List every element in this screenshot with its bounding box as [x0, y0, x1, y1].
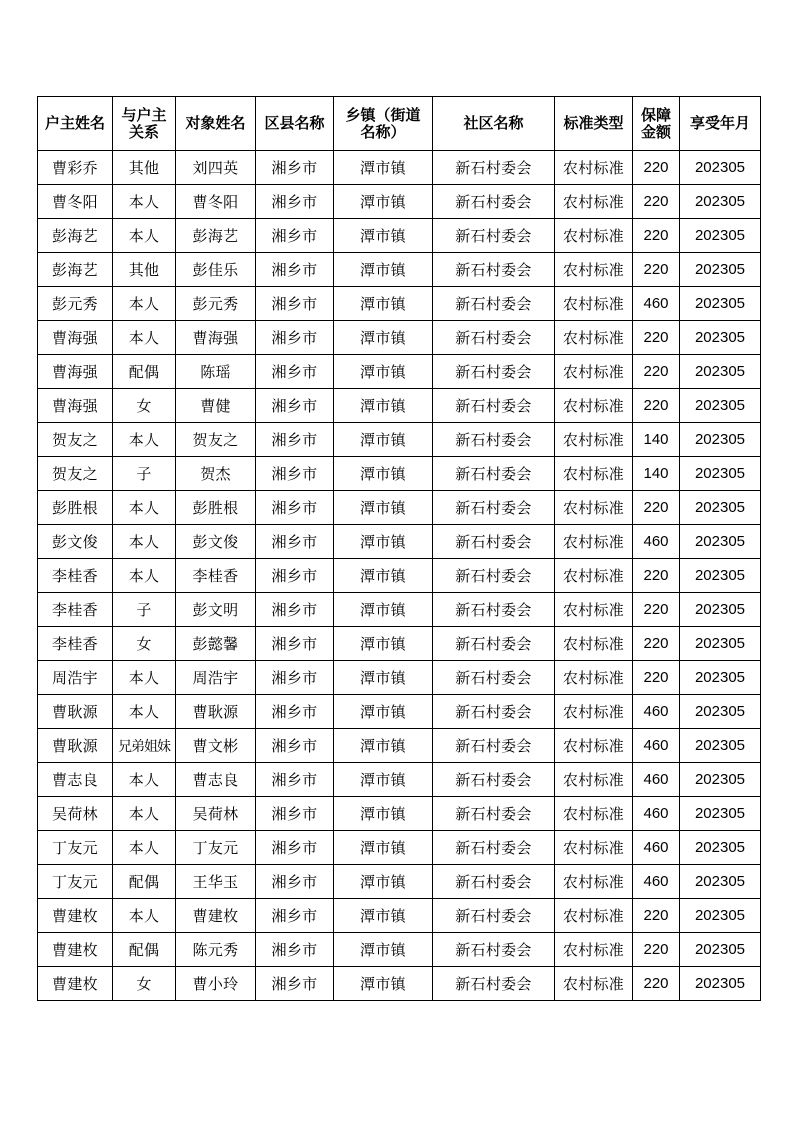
cell-recipient-name: 曹海强 — [176, 321, 256, 355]
cell-community-name: 新石村委会 — [433, 695, 555, 729]
cell-subsidy-amount: 220 — [633, 355, 680, 389]
cell-standard-type: 农村标准 — [555, 967, 633, 1001]
table-body — [38, 151, 761, 1001]
table-row — [38, 355, 761, 389]
cell-standard-type: 农村标准 — [555, 933, 633, 967]
cell-subsidy-amount: 220 — [633, 185, 680, 219]
cell-county-name: 湘乡市 — [256, 151, 334, 185]
cell-benefit-month: 202305 — [680, 151, 761, 185]
cell-benefit-month: 202305 — [680, 219, 761, 253]
header-county-name — [256, 97, 334, 151]
cell-township-name: 潭市镇 — [334, 661, 433, 695]
cell-county-name: 湘乡市 — [256, 763, 334, 797]
table-row — [38, 729, 761, 763]
cell-benefit-month: 202305 — [680, 899, 761, 933]
cell-relationship: 本人 — [113, 185, 176, 219]
cell-relationship: 本人 — [113, 423, 176, 457]
cell-benefit-month: 202305 — [680, 967, 761, 1001]
cell-community-name: 新石村委会 — [433, 763, 555, 797]
table-row — [38, 491, 761, 525]
cell-benefit-month: 202305 — [680, 491, 761, 525]
cell-county-name: 湘乡市 — [256, 627, 334, 661]
cell-subsidy-amount: 220 — [633, 933, 680, 967]
cell-relationship: 配偶 — [113, 355, 176, 389]
cell-standard-type: 农村标准 — [555, 355, 633, 389]
cell-benefit-month: 202305 — [680, 593, 761, 627]
cell-community-name: 新石村委会 — [433, 661, 555, 695]
cell-household-head-name: 丁友元 — [38, 831, 113, 865]
cell-county-name: 湘乡市 — [256, 423, 334, 457]
cell-township-name: 潭市镇 — [334, 797, 433, 831]
cell-community-name: 新石村委会 — [433, 559, 555, 593]
cell-township-name: 潭市镇 — [334, 899, 433, 933]
cell-subsidy-amount: 220 — [633, 593, 680, 627]
cell-community-name: 新石村委会 — [433, 491, 555, 525]
table-row — [38, 389, 761, 423]
cell-recipient-name: 李桂香 — [176, 559, 256, 593]
cell-relationship: 配偶 — [113, 865, 176, 899]
header-label-line: 关系 — [128, 122, 159, 141]
cell-standard-type: 农村标准 — [555, 831, 633, 865]
cell-recipient-name: 彭文俊 — [176, 525, 256, 559]
cell-community-name: 新石村委会 — [433, 151, 555, 185]
cell-subsidy-amount: 220 — [633, 491, 680, 525]
cell-standard-type: 农村标准 — [555, 525, 633, 559]
cell-county-name: 湘乡市 — [256, 661, 334, 695]
cell-relationship: 本人 — [113, 321, 176, 355]
cell-community-name: 新石村委会 — [433, 287, 555, 321]
table-row — [38, 627, 761, 661]
cell-household-head-name: 曹耿源 — [38, 695, 113, 729]
cell-relationship: 本人 — [113, 797, 176, 831]
cell-county-name: 湘乡市 — [256, 389, 334, 423]
cell-household-head-name: 彭海艺 — [38, 219, 113, 253]
table-row — [38, 185, 761, 219]
cell-county-name: 湘乡市 — [256, 491, 334, 525]
cell-township-name: 潭市镇 — [334, 695, 433, 729]
cell-benefit-month: 202305 — [680, 185, 761, 219]
header-township-name — [334, 97, 433, 151]
cell-township-name: 潭市镇 — [334, 253, 433, 287]
header-label-line: 与户主 — [121, 105, 167, 124]
cell-recipient-name: 陈瑶 — [176, 355, 256, 389]
cell-subsidy-amount: 460 — [633, 797, 680, 831]
cell-standard-type: 农村标准 — [555, 899, 633, 933]
cell-county-name: 湘乡市 — [256, 287, 334, 321]
cell-county-name: 湘乡市 — [256, 967, 334, 1001]
cell-county-name: 湘乡市 — [256, 865, 334, 899]
cell-community-name: 新石村委会 — [433, 593, 555, 627]
cell-subsidy-amount: 460 — [633, 831, 680, 865]
table-row — [38, 797, 761, 831]
table-header-row — [38, 97, 761, 151]
table-row — [38, 525, 761, 559]
cell-township-name: 潭市镇 — [334, 865, 433, 899]
table-row — [38, 559, 761, 593]
cell-community-name: 新石村委会 — [433, 797, 555, 831]
table-row — [38, 151, 761, 185]
table-row — [38, 321, 761, 355]
cell-benefit-month: 202305 — [680, 627, 761, 661]
cell-county-name: 湘乡市 — [256, 525, 334, 559]
cell-county-name: 湘乡市 — [256, 933, 334, 967]
cell-recipient-name: 彭胜根 — [176, 491, 256, 525]
cell-benefit-month: 202305 — [680, 559, 761, 593]
cell-township-name: 潭市镇 — [334, 321, 433, 355]
table-row — [38, 423, 761, 457]
cell-township-name: 潭市镇 — [334, 627, 433, 661]
cell-community-name: 新石村委会 — [433, 899, 555, 933]
cell-community-name: 新石村委会 — [433, 525, 555, 559]
cell-community-name: 新石村委会 — [433, 253, 555, 287]
cell-recipient-name: 吴荷林 — [176, 797, 256, 831]
cell-subsidy-amount: 460 — [633, 695, 680, 729]
cell-relationship: 本人 — [113, 491, 176, 525]
cell-household-head-name: 曹海强 — [38, 355, 113, 389]
cell-benefit-month: 202305 — [680, 287, 761, 321]
cell-household-head-name: 曹建枚 — [38, 899, 113, 933]
cell-county-name: 湘乡市 — [256, 185, 334, 219]
cell-benefit-month: 202305 — [680, 389, 761, 423]
header-recipient-name — [176, 97, 256, 151]
cell-relationship: 本人 — [113, 287, 176, 321]
cell-household-head-name: 曹耿源 — [38, 729, 113, 763]
cell-recipient-name: 王华玉 — [176, 865, 256, 899]
cell-benefit-month: 202305 — [680, 457, 761, 491]
cell-standard-type: 农村标准 — [555, 287, 633, 321]
cell-benefit-month: 202305 — [680, 865, 761, 899]
cell-recipient-name: 贺杰 — [176, 457, 256, 491]
header-relationship — [113, 97, 176, 151]
cell-benefit-month: 202305 — [680, 763, 761, 797]
cell-standard-type: 农村标准 — [555, 627, 633, 661]
cell-community-name: 新石村委会 — [433, 831, 555, 865]
cell-household-head-name: 彭胜根 — [38, 491, 113, 525]
cell-county-name: 湘乡市 — [256, 559, 334, 593]
cell-household-head-name: 吴荷林 — [38, 797, 113, 831]
cell-recipient-name: 曹健 — [176, 389, 256, 423]
cell-recipient-name: 周浩宇 — [176, 661, 256, 695]
cell-recipient-name: 彭佳乐 — [176, 253, 256, 287]
cell-county-name: 湘乡市 — [256, 729, 334, 763]
cell-benefit-month: 202305 — [680, 695, 761, 729]
cell-household-head-name: 贺友之 — [38, 423, 113, 457]
cell-household-head-name: 曹建枚 — [38, 933, 113, 967]
table-row — [38, 763, 761, 797]
cell-community-name: 新石村委会 — [433, 185, 555, 219]
cell-relationship: 本人 — [113, 559, 176, 593]
table-row — [38, 253, 761, 287]
cell-household-head-name: 李桂香 — [38, 593, 113, 627]
cell-community-name: 新石村委会 — [433, 729, 555, 763]
cell-benefit-month: 202305 — [680, 831, 761, 865]
cell-relationship: 女 — [113, 627, 176, 661]
cell-standard-type: 农村标准 — [555, 593, 633, 627]
cell-subsidy-amount: 460 — [633, 525, 680, 559]
table-row — [38, 287, 761, 321]
header-label-line: 对象姓名 — [185, 114, 246, 132]
cell-township-name: 潭市镇 — [334, 559, 433, 593]
cell-county-name: 湘乡市 — [256, 593, 334, 627]
cell-recipient-name: 曹建枚 — [176, 899, 256, 933]
cell-county-name: 湘乡市 — [256, 457, 334, 491]
cell-benefit-month: 202305 — [680, 661, 761, 695]
cell-household-head-name: 彭元秀 — [38, 287, 113, 321]
cell-standard-type: 农村标准 — [555, 219, 633, 253]
header-label-line: 社区名称 — [463, 114, 524, 132]
cell-community-name: 新石村委会 — [433, 627, 555, 661]
cell-standard-type: 农村标准 — [555, 491, 633, 525]
cell-township-name: 潭市镇 — [334, 729, 433, 763]
cell-subsidy-amount: 220 — [633, 627, 680, 661]
cell-standard-type: 农村标准 — [555, 763, 633, 797]
cell-relationship: 其他 — [113, 253, 176, 287]
table-row — [38, 865, 761, 899]
cell-recipient-name: 曹文彬 — [176, 729, 256, 763]
cell-standard-type: 农村标准 — [555, 729, 633, 763]
cell-relationship: 本人 — [113, 899, 176, 933]
cell-relationship: 女 — [113, 389, 176, 423]
cell-relationship: 其他 — [113, 151, 176, 185]
cell-household-head-name: 彭海艺 — [38, 253, 113, 287]
cell-community-name: 新石村委会 — [433, 865, 555, 899]
cell-standard-type: 农村标准 — [555, 423, 633, 457]
cell-county-name: 湘乡市 — [256, 355, 334, 389]
header-label-line: 区县名称 — [264, 114, 325, 132]
cell-relationship: 子 — [113, 457, 176, 491]
cell-recipient-name: 彭海艺 — [176, 219, 256, 253]
cell-subsidy-amount: 220 — [633, 661, 680, 695]
cell-township-name: 潭市镇 — [334, 457, 433, 491]
cell-recipient-name: 曹耿源 — [176, 695, 256, 729]
header-standard-type — [555, 97, 633, 151]
cell-benefit-month: 202305 — [680, 729, 761, 763]
table-row — [38, 219, 761, 253]
table-row — [38, 593, 761, 627]
header-subsidy-amount — [633, 97, 680, 151]
cell-household-head-name: 曹海强 — [38, 321, 113, 355]
cell-benefit-month: 202305 — [680, 355, 761, 389]
cell-household-head-name: 贺友之 — [38, 457, 113, 491]
cell-recipient-name: 贺友之 — [176, 423, 256, 457]
cell-subsidy-amount: 220 — [633, 389, 680, 423]
cell-subsidy-amount: 460 — [633, 287, 680, 321]
cell-county-name: 湘乡市 — [256, 253, 334, 287]
cell-recipient-name: 彭懿馨 — [176, 627, 256, 661]
cell-household-head-name: 曹海强 — [38, 389, 113, 423]
cell-recipient-name: 曹志良 — [176, 763, 256, 797]
cell-standard-type: 农村标准 — [555, 389, 633, 423]
cell-township-name: 潭市镇 — [334, 151, 433, 185]
cell-county-name: 湘乡市 — [256, 321, 334, 355]
cell-standard-type: 农村标准 — [555, 559, 633, 593]
cell-standard-type: 农村标准 — [555, 151, 633, 185]
cell-township-name: 潭市镇 — [334, 219, 433, 253]
cell-township-name: 潭市镇 — [334, 967, 433, 1001]
cell-relationship: 配偶 — [113, 933, 176, 967]
subsidy-table — [37, 96, 761, 1001]
cell-subsidy-amount: 140 — [633, 423, 680, 457]
cell-benefit-month: 202305 — [680, 423, 761, 457]
cell-recipient-name: 丁友元 — [176, 831, 256, 865]
cell-household-head-name: 李桂香 — [38, 627, 113, 661]
header-community-name — [433, 97, 555, 151]
cell-benefit-month: 202305 — [680, 253, 761, 287]
table-row — [38, 661, 761, 695]
cell-relationship: 女 — [113, 967, 176, 1001]
table-row — [38, 831, 761, 865]
cell-relationship: 本人 — [113, 525, 176, 559]
cell-county-name: 湘乡市 — [256, 899, 334, 933]
cell-relationship: 本人 — [113, 831, 176, 865]
table-row — [38, 967, 761, 1001]
header-label-line: 保障 — [640, 105, 671, 124]
cell-county-name: 湘乡市 — [256, 695, 334, 729]
cell-benefit-month: 202305 — [680, 321, 761, 355]
cell-subsidy-amount: 220 — [633, 559, 680, 593]
cell-subsidy-amount: 220 — [633, 151, 680, 185]
cell-township-name: 潭市镇 — [334, 491, 433, 525]
cell-household-head-name: 曹志良 — [38, 763, 113, 797]
cell-standard-type: 农村标准 — [555, 185, 633, 219]
header-label-line: 金额 — [640, 122, 671, 141]
cell-recipient-name: 曹冬阳 — [176, 185, 256, 219]
cell-relationship: 子 — [113, 593, 176, 627]
cell-subsidy-amount: 460 — [633, 865, 680, 899]
cell-household-head-name: 李桂香 — [38, 559, 113, 593]
cell-township-name: 潭市镇 — [334, 831, 433, 865]
cell-household-head-name: 彭文俊 — [38, 525, 113, 559]
cell-standard-type: 农村标准 — [555, 253, 633, 287]
cell-relationship: 本人 — [113, 219, 176, 253]
cell-subsidy-amount: 220 — [633, 219, 680, 253]
cell-household-head-name: 丁友元 — [38, 865, 113, 899]
cell-subsidy-amount: 460 — [633, 763, 680, 797]
cell-household-head-name: 曹建枚 — [38, 967, 113, 1001]
cell-subsidy-amount: 460 — [633, 729, 680, 763]
cell-township-name: 潭市镇 — [334, 593, 433, 627]
cell-household-head-name: 周浩宇 — [38, 661, 113, 695]
header-label-line: 乡镇（街道 — [345, 105, 421, 124]
cell-township-name: 潭市镇 — [334, 287, 433, 321]
cell-subsidy-amount: 220 — [633, 321, 680, 355]
cell-township-name: 潭市镇 — [334, 355, 433, 389]
header-label-line: 名称） — [360, 122, 406, 141]
cell-relationship: 兄弟姐妹 — [113, 729, 176, 763]
table-row — [38, 695, 761, 729]
table-row — [38, 457, 761, 491]
cell-county-name: 湘乡市 — [256, 797, 334, 831]
cell-township-name: 潭市镇 — [334, 423, 433, 457]
cell-relationship: 本人 — [113, 763, 176, 797]
cell-recipient-name: 曹小玲 — [176, 967, 256, 1001]
table-row — [38, 899, 761, 933]
cell-township-name: 潭市镇 — [334, 389, 433, 423]
cell-community-name: 新石村委会 — [433, 967, 555, 1001]
cell-standard-type: 农村标准 — [555, 865, 633, 899]
cell-standard-type: 农村标准 — [555, 321, 633, 355]
header-label-line: 户主姓名 — [44, 114, 105, 132]
cell-recipient-name: 刘四英 — [176, 151, 256, 185]
cell-community-name: 新石村委会 — [433, 423, 555, 457]
cell-subsidy-amount: 220 — [633, 967, 680, 1001]
cell-recipient-name: 彭文明 — [176, 593, 256, 627]
table-row — [38, 933, 761, 967]
cell-community-name: 新石村委会 — [433, 219, 555, 253]
cell-household-head-name: 曹冬阳 — [38, 185, 113, 219]
cell-township-name: 潭市镇 — [334, 933, 433, 967]
cell-relationship: 本人 — [113, 695, 176, 729]
cell-household-head-name: 曹彩乔 — [38, 151, 113, 185]
cell-standard-type: 农村标准 — [555, 661, 633, 695]
cell-standard-type: 农村标准 — [555, 695, 633, 729]
cell-community-name: 新石村委会 — [433, 933, 555, 967]
cell-township-name: 潭市镇 — [334, 185, 433, 219]
cell-county-name: 湘乡市 — [256, 831, 334, 865]
header-label-line: 享受年月 — [689, 114, 750, 132]
cell-community-name: 新石村委会 — [433, 389, 555, 423]
cell-benefit-month: 202305 — [680, 797, 761, 831]
header-label-line: 标准类型 — [563, 114, 624, 132]
cell-benefit-month: 202305 — [680, 933, 761, 967]
cell-county-name: 湘乡市 — [256, 219, 334, 253]
cell-community-name: 新石村委会 — [433, 321, 555, 355]
cell-subsidy-amount: 140 — [633, 457, 680, 491]
cell-subsidy-amount: 220 — [633, 899, 680, 933]
header-household-head-name — [38, 97, 113, 151]
header-benefit-month — [680, 97, 761, 151]
cell-recipient-name: 陈元秀 — [176, 933, 256, 967]
cell-relationship: 本人 — [113, 661, 176, 695]
cell-community-name: 新石村委会 — [433, 355, 555, 389]
cell-township-name: 潭市镇 — [334, 525, 433, 559]
cell-standard-type: 农村标准 — [555, 457, 633, 491]
cell-subsidy-amount: 220 — [633, 253, 680, 287]
cell-township-name: 潭市镇 — [334, 763, 433, 797]
cell-recipient-name: 彭元秀 — [176, 287, 256, 321]
cell-standard-type: 农村标准 — [555, 797, 633, 831]
cell-benefit-month: 202305 — [680, 525, 761, 559]
cell-community-name: 新石村委会 — [433, 457, 555, 491]
